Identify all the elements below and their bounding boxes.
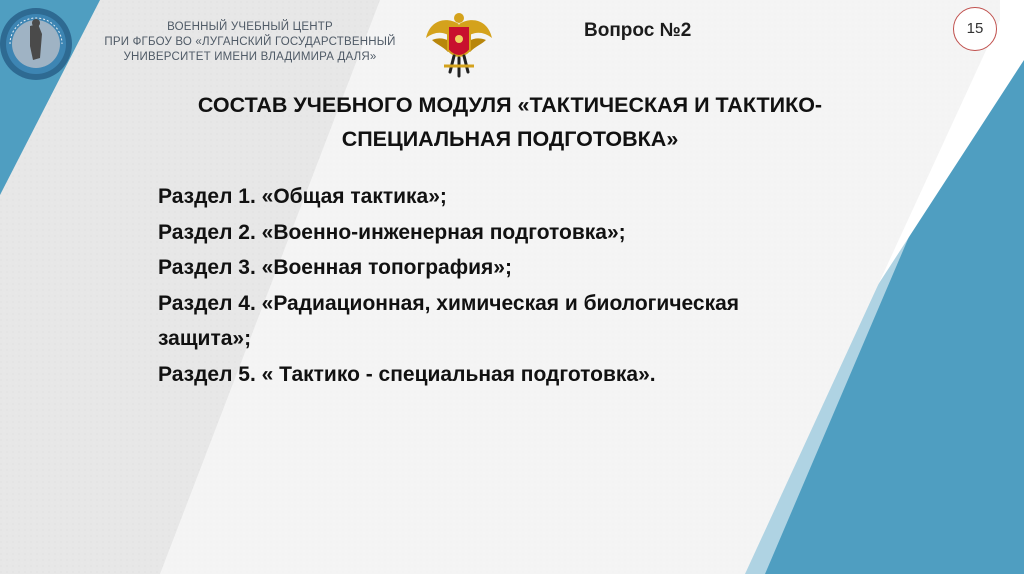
list-item: Раздел 4. «Радиационная, химическая и биологическая	[158, 291, 740, 315]
title-line-2: СПЕЦИАЛЬНАЯ ПОДГОТОВКА»	[341, 127, 679, 151]
list-item: Раздел 3. «Военная топография»;	[158, 256, 512, 279]
page-number-badge: 15	[953, 7, 997, 51]
list-item: защита»;	[158, 327, 252, 350]
list-item: Раздел 5. « Тактико - специальная подготовка».	[158, 362, 656, 386]
org-line-2: ПРИ ФГБОУ ВО «ЛУГАНСКИЙ ГОСУДАРСТВЕННЫЙ	[104, 36, 396, 48]
org-line-1: ВОЕННЫЙ УЧЕБНЫЙ ЦЕНТР	[167, 21, 333, 33]
list-item: Раздел 2. «Военно-инженерная подготовка»;	[158, 220, 626, 244]
university-emblem-icon	[0, 0, 78, 112]
sections-list	[158, 179, 878, 392]
military-emblem-icon	[424, 10, 494, 80]
list-item: Раздел 1. «Общая тактика»;	[158, 185, 447, 208]
title-line-1: СОСТАВ УЧЕБНОГО МОДУЛЯ «ТАКТИЧЕСКАЯ И ТАКТИКО-	[197, 93, 823, 117]
question-label: Вопрос №2	[584, 20, 692, 41]
org-line-3: УНИВЕРСИТЕТ ИМЕНИ ВЛАДИМИРА ДАЛЯ»	[123, 51, 377, 63]
organization-header	[80, 20, 420, 65]
slide-title	[130, 88, 890, 156]
